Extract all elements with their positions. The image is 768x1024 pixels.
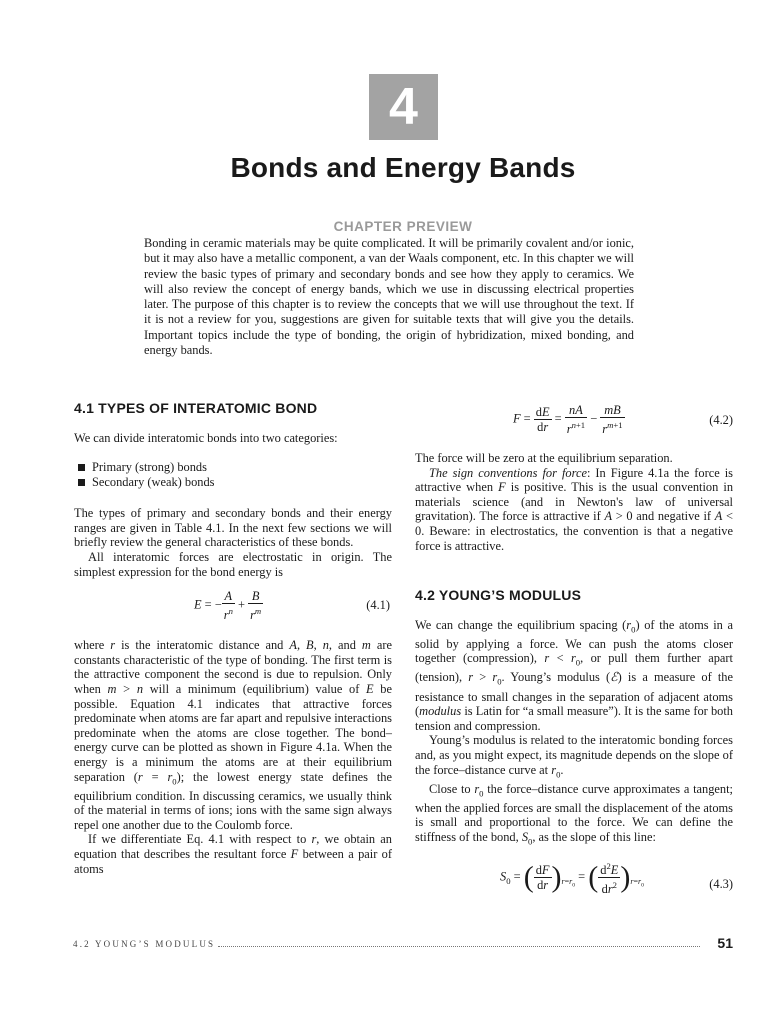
section-heading-4-2: 4.2 YOUNG’S MODULUS	[415, 587, 582, 604]
bond-category-list	[74, 460, 392, 489]
paragraph: If we differentiate Eq. 4.1 with respect to r, we obtain an equation that describes the resultant force F between a pair of atoms	[74, 832, 392, 876]
chapter-title: Bonds and Energy Bands	[230, 152, 576, 183]
list-item: Secondary (weak) bonds	[74, 475, 392, 490]
right-column	[415, 402, 733, 911]
equation-number: (4.2)	[709, 413, 733, 427]
left-column	[74, 401, 392, 876]
chapter-preview-heading: CHAPTER PREVIEW	[333, 219, 473, 234]
list-item: Primary (strong) bonds	[74, 460, 392, 475]
equation-number: (4.3)	[709, 876, 733, 891]
paragraph: All interatomic forces are electrostatic in origin. The simplest expression for the bond energy is	[74, 549, 392, 579]
chapter-number-box: 4	[369, 74, 438, 140]
equation-body: E = − $\frac{A}{r^n}$ + $\frac{B}{r^m}$	[194, 589, 262, 623]
paragraph: The types of primary and secondary bonds and their energy ranges are given in Table 4.1. In the next few sections we will briefly review the general characteristics of these bonds.	[74, 506, 392, 550]
chapter-preview-text: Bonding in ceramic materials may be quite complicated. It will be primarily covalent and/or ionic, but it may also have a metallic component, a van der Waals component, etc. In this chapter we will review the basic types of primary and secondary bonds and see how they apply to ceramics. We will also review the concept of energy bands, which we use in discussing electrical properties later. The purpose of this chapter is to review the concepts that we will use throughout the text. If it is not a review for you, suggestions are given for suitable texts that will give you the details. Important topics include the type of bonding, the origin of hybridization, mixed bonding, and energy bands.	[144, 236, 634, 358]
page-number: 51	[717, 935, 733, 951]
page-footer	[73, 936, 733, 954]
equation-4-1	[74, 585, 392, 635]
paragraph: Young’s modulus is related to the interatomic bonding forces and, as you might expect, its magnitude depends on the slope of the force–distance curve at $r_0$.	[415, 733, 733, 779]
paragraph: Close to $r_0$ the force–distance curve approximates a tangent; when the applied forces are small the displacement of the atoms is small and proportional to the force. We can define the stiffness of the bond, $S_0$, as the slope of this line:	[415, 781, 733, 847]
footer-leader-dots	[218, 946, 700, 947]
section-4-1-intro: We can divide interatomic bonds into two categories:	[74, 430, 338, 445]
paragraph: where r is the interatomic distance and A, B, n, and m are constants characteristic of the type of bonding. The first term is the attractive component the second is due to repulsion. Only when m > n will a minimum (equilibrium) value of E be possible. Equation 4.1 indicates that attractive forces predominate when atoms are far apart and repulsive interactions predominate when the atoms are close together. The bond–energy curve can be plotted as shown in Figure 4.1a. When the energy is a minimum the atoms are at their equilibrium separation $(r = r_0)$; the lowest energy state defines the equilibrium condition. In discussing ceramics, we usually think of the material in terms of ions; ions with the same sign always repel one another due to the Coulomb force.	[74, 638, 393, 832]
paragraph: We can change the equilibrium spacing $(r_0)$ of the atoms in a solid by applying a force. We can push the atoms closer together (compression), $r < r_0$, or pull them further apart (tension), $r > r_0$. Young’s modulus (ℰ) is a measure of the resistance to small changes in the separation of adjacent atoms (modulus is Latin for “a small measure”). It is the same for both tension and compression.	[415, 617, 734, 733]
equation-4-2	[415, 402, 733, 450]
equation-number: (4.1)	[366, 598, 390, 613]
equation-body: $S_0$ = ( $\frac{dF}{dr}$ )$_{r=r_0}$ = ( $\frac{d^2E}{dr^2}$ )$_{r=r_0}$	[500, 860, 644, 897]
paragraph: The force will be zero at the equilibrium separation.	[415, 451, 673, 465]
equation-body: F = $\frac{dE}{dr}$ = $\frac{nA}{r^{n+1}}$ − $\frac{mB}{r^{m+1}}$	[513, 403, 623, 437]
running-footer-section: 4.2 YOUNG’S MODULUS	[73, 939, 216, 949]
paragraph: The sign conventions for force: In Figure 4.1a the force is attractive when F is positive. This is the usual convention in materials science (and in Newton's law of universal gravitation). The force is attractive if A > 0 and negative if A < 0. Beware: in electrostatics, the convention is that a negative force is attractive.	[415, 465, 734, 553]
section-heading-4-1: 4.1 TYPES OF INTERATOMIC BOND	[74, 400, 318, 416]
equation-4-3	[415, 859, 733, 911]
